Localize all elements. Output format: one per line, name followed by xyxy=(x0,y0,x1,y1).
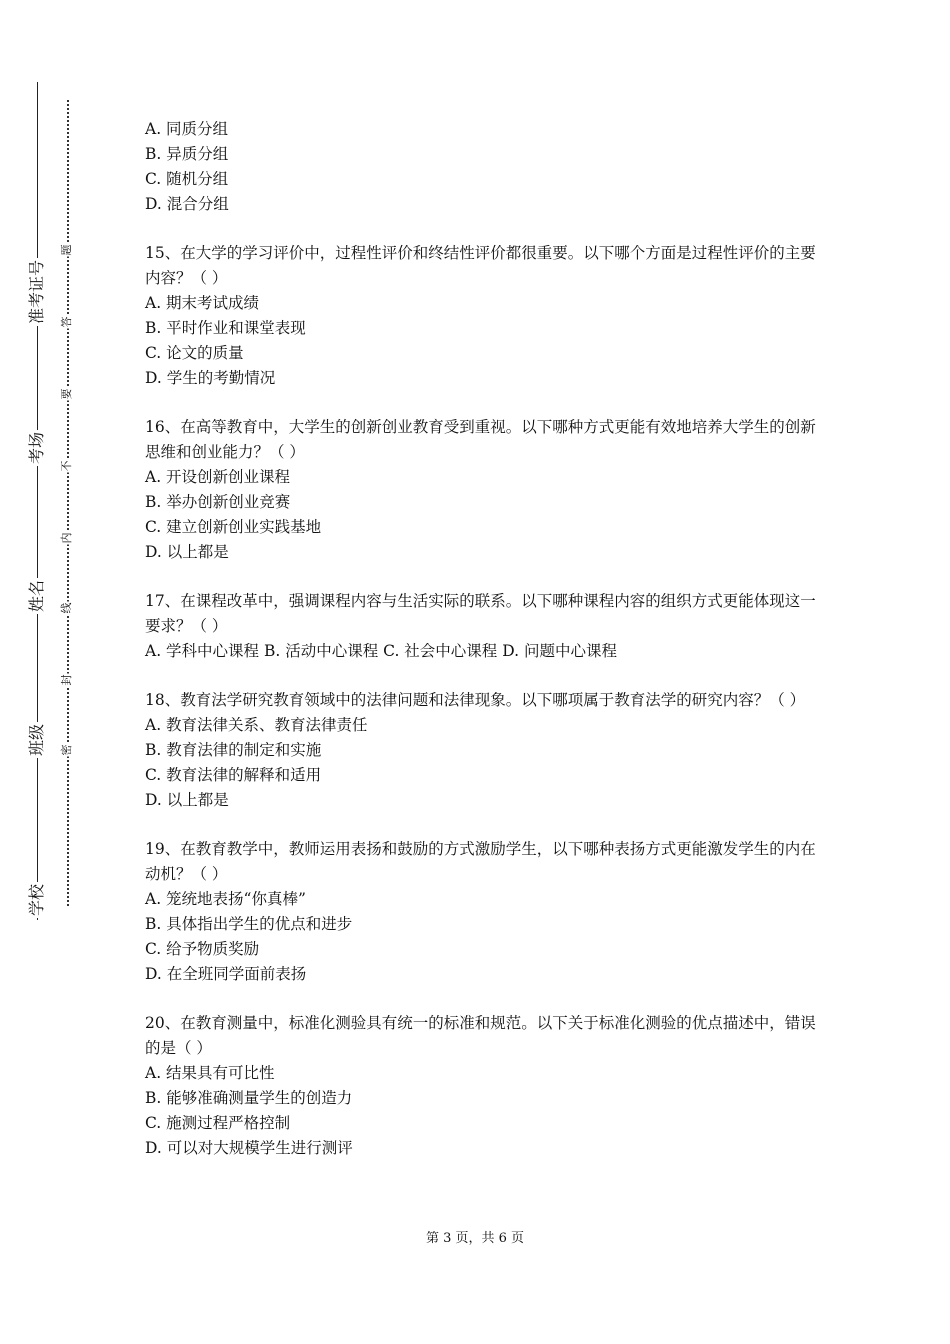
question-stem: 17、在课程改革中，强调课程内容与生活实际的联系。以下哪种课程内容的组织方式更能体现这一要求？（ ） xyxy=(145,592,816,635)
option: C. 施测过程严格控制 xyxy=(145,1114,291,1132)
exam-content xyxy=(145,117,825,1185)
question-15 xyxy=(145,241,825,391)
question-stem: 18、教育法学研究教育领域中的法律问题和法律现象。以下哪项属于教育法学的研究内容？（ ） xyxy=(145,691,806,709)
question-16 xyxy=(145,415,825,565)
option: C. 论文的质量 xyxy=(145,344,244,362)
option: C. 随机分组 xyxy=(145,170,229,188)
page-number: 第 3 页，共 6 页 xyxy=(425,1231,525,1246)
option: A. 同质分组 xyxy=(145,120,229,138)
option: A. 教育法律关系、教育法律责任 xyxy=(145,716,368,734)
option: A. 期末考试成绩 xyxy=(145,294,260,312)
question-17 xyxy=(145,589,825,664)
binding-dotted-line xyxy=(67,100,69,906)
option: A. 笼统地表扬“你真棒” xyxy=(145,890,306,908)
inline-options: A. 学科中心课程 B. 活动中心课程 C. 社会中心课程 D. 问题中心课程 xyxy=(145,642,617,660)
question-14-options xyxy=(145,117,825,217)
question-stem: 16、在高等教育中，大学生的创新创业教育受到重视。以下哪种方式更能有效地培养大学生的创新思维和创业能力？（ ） xyxy=(145,418,816,461)
option: B. 平时作业和课堂表现 xyxy=(145,319,306,337)
binding-margin: 准考证号 考场 姓名 班级 学校 题 答 要 不 内 线 封 密 xyxy=(0,0,110,1344)
option: C. 给予物质奖励 xyxy=(145,940,260,958)
option: B. 异质分组 xyxy=(145,145,229,163)
option: A. 开设创新创业课程 xyxy=(145,468,291,486)
option: B. 能够准确测量学生的创造力 xyxy=(145,1089,353,1107)
question-stem: 19、在教育教学中，教师运用表扬和鼓励的方式激励学生，以下哪种表扬方式更能激发学生的内在动机？（ ） xyxy=(145,840,816,883)
binding-solid-line xyxy=(37,82,38,920)
option: C. 教育法律的解释和适用 xyxy=(145,766,322,784)
option: D. 以上都是 xyxy=(145,543,229,561)
question-stem: 20、在教育测量中，标准化测验具有统一的标准和规范。以下关于标准化测验的优点描述中，错误的是（ ） xyxy=(145,1014,816,1057)
option: D. 学生的考勤情况 xyxy=(145,369,276,387)
option: D. 混合分组 xyxy=(145,195,229,213)
option: B. 具体指出学生的优点和进步 xyxy=(145,915,353,933)
question-stem: 15、在大学的学习评价中，过程性评价和终结性评价都很重要。以下哪个方面是过程性评价的主要内容？（ ） xyxy=(145,244,816,287)
option: A. 结果具有可比性 xyxy=(145,1064,275,1082)
page-footer xyxy=(0,1229,950,1249)
question-18 xyxy=(145,688,825,813)
option: D. 在全班同学面前表扬 xyxy=(145,965,307,983)
question-19 xyxy=(145,837,825,987)
option: B. 举办创新创业竞赛 xyxy=(145,493,291,511)
option: D. 可以对大规模学生进行测评 xyxy=(145,1139,353,1157)
option: D. 以上都是 xyxy=(145,791,229,809)
option: C. 建立创新创业实践基地 xyxy=(145,518,322,536)
question-20 xyxy=(145,1011,825,1161)
option: B. 教育法律的制定和实施 xyxy=(145,741,322,759)
